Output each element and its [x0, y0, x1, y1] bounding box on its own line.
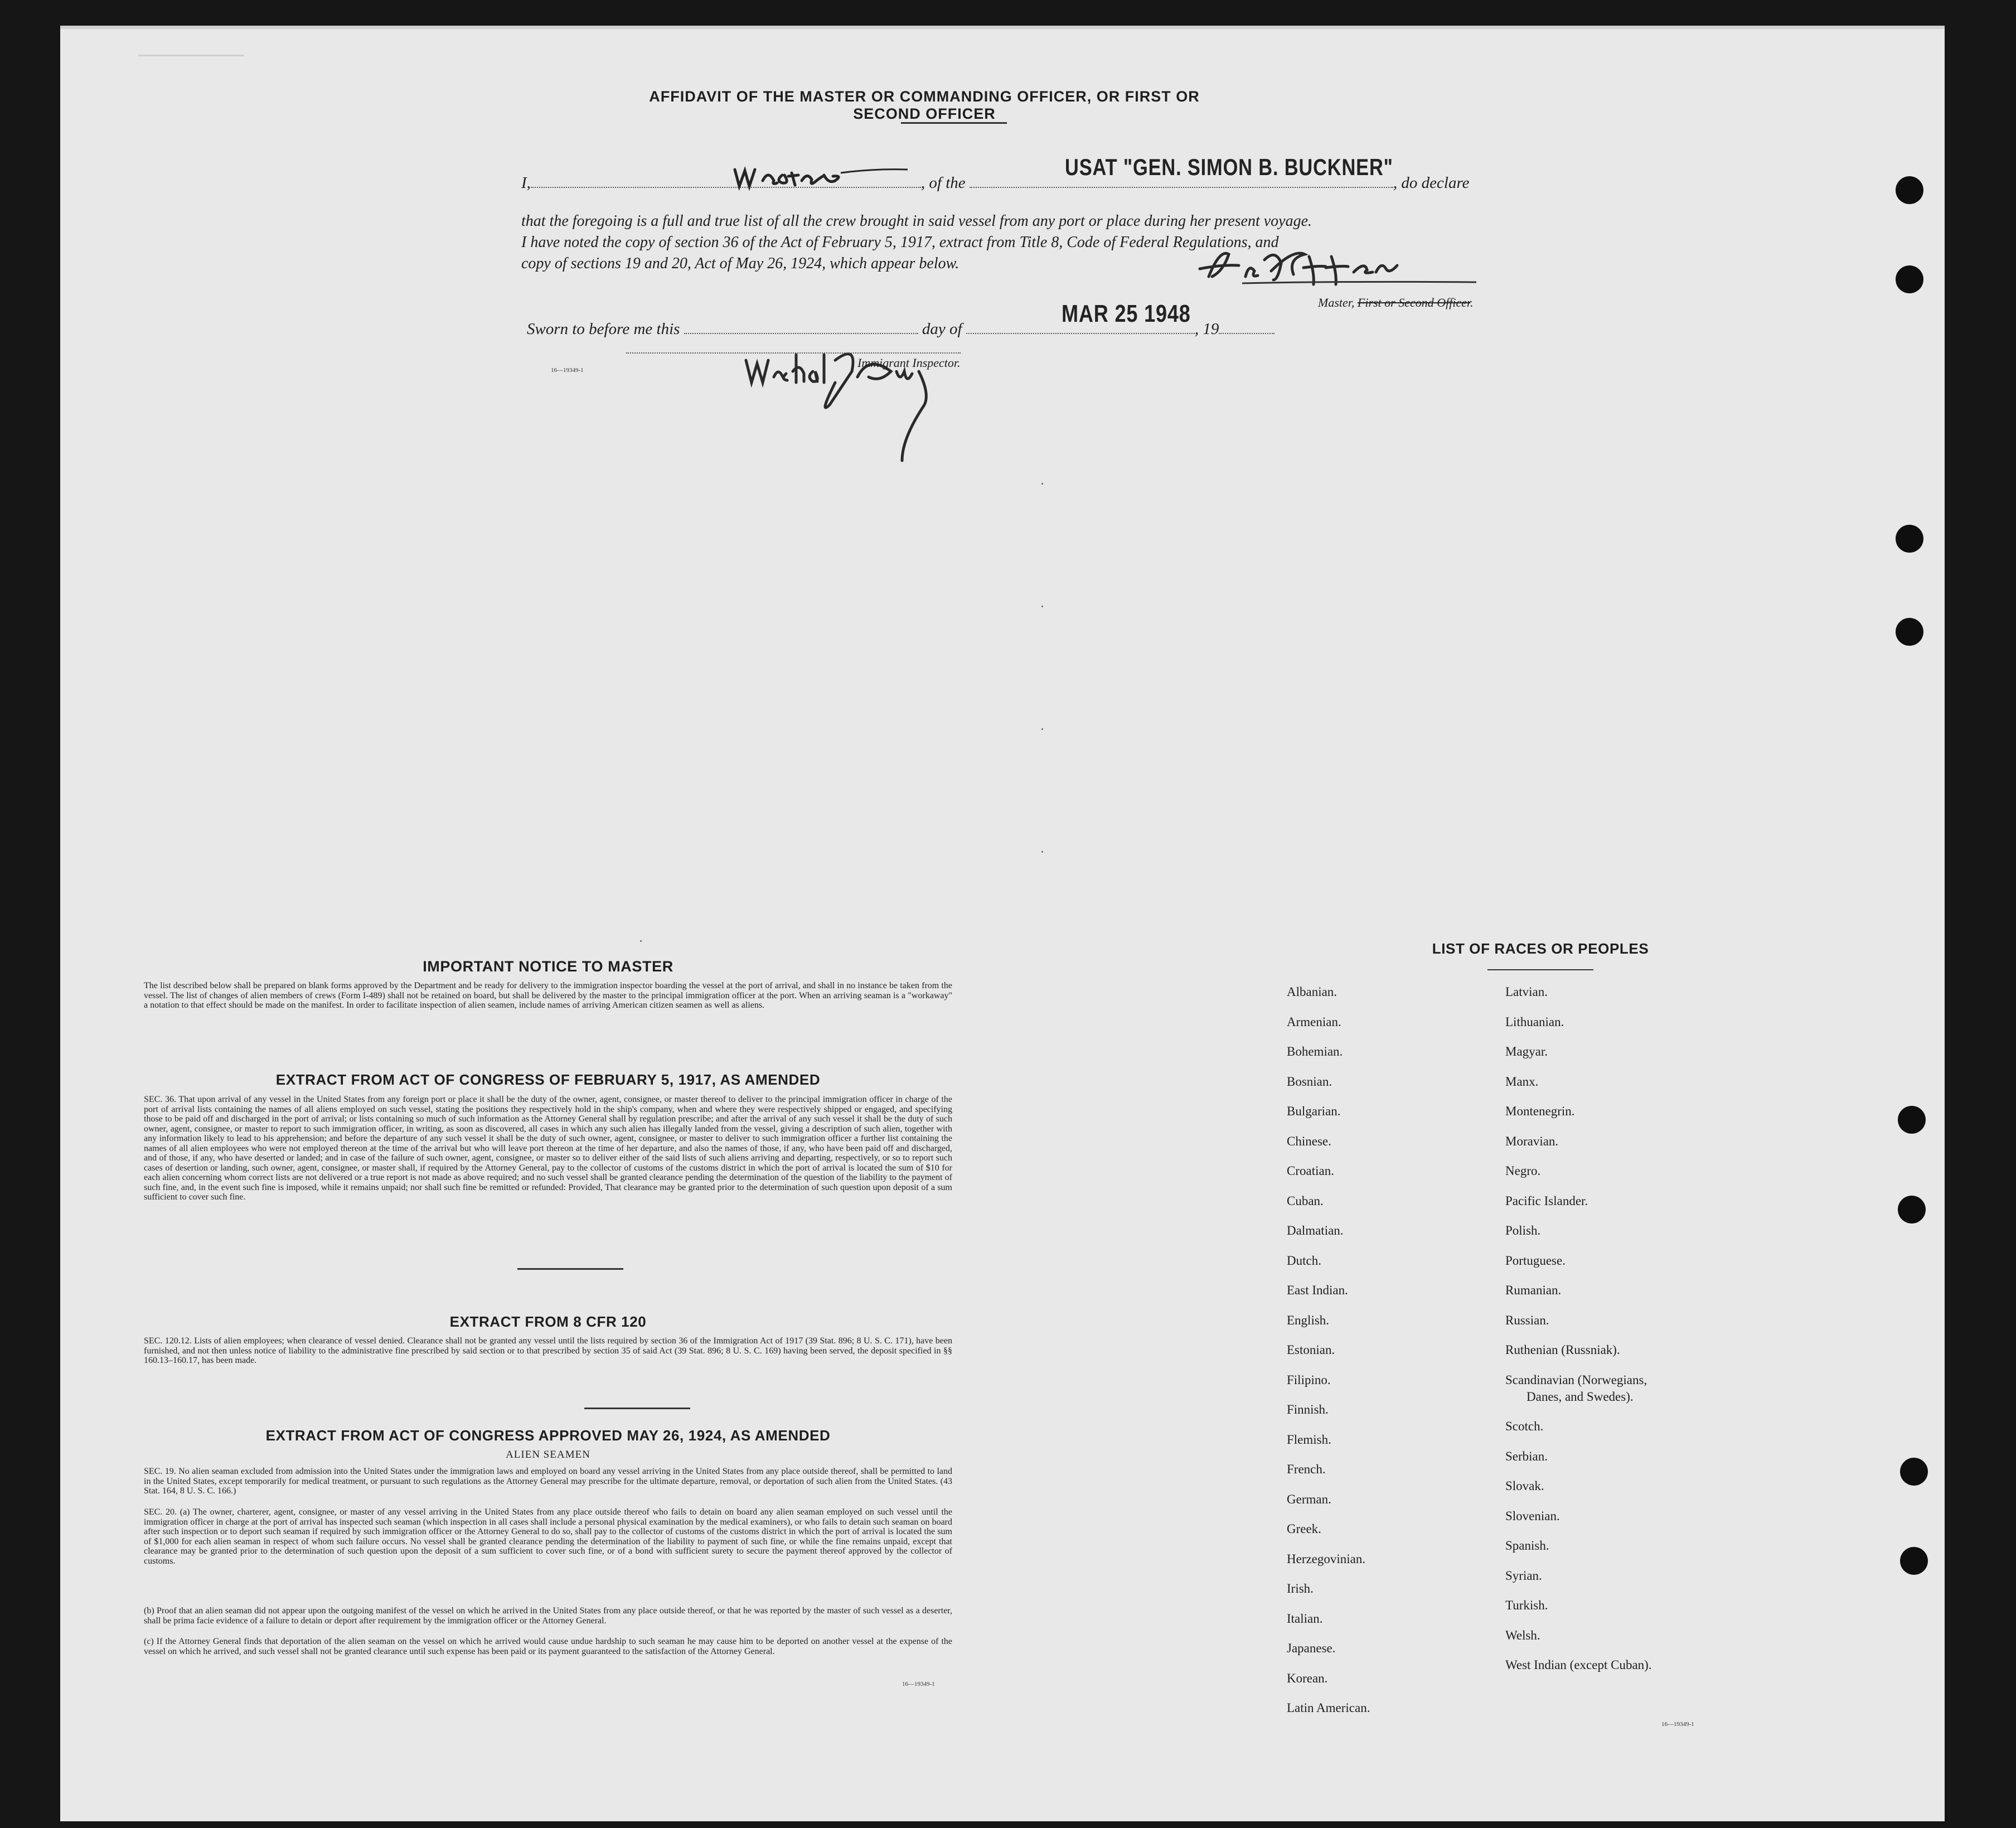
race-item: Bohemian.	[1287, 1044, 1343, 1058]
race-item: Herzegovinian.	[1287, 1551, 1366, 1566]
punch-hole	[1896, 265, 1923, 293]
punch-hole	[1896, 176, 1923, 204]
races-title: LIST OF RACES OR PEOPLES	[1432, 940, 1649, 957]
extract-1917-title: EXTRACT FROM ACT OF CONGRESS OF FEBRUARY 5, 1917, AS AMENDED	[275, 1071, 821, 1088]
year-label: , 19	[1194, 320, 1219, 338]
punch-hole	[1900, 1547, 1928, 1575]
date-stamp: MAR 25 1948	[1062, 300, 1191, 327]
sec-20c-text: (c) If the Attorney General finds that deportation of the alien seaman on the vessel on which he arrived would cause undue hardship to such seaman he may cause him to be deported on another vessel at the expense of the vessel on which he arrived, and such vessel shall not be granted clearance until such expense has been paid or its payment guaranteed to the satisfaction of the Attorney General.	[144, 1637, 952, 1656]
sec-20a-text: SEC. 20. (a) The owner, charterer, agent, consignee, or master of any vessel arriving in the United States from any place outside thereof who fails to detain on board any alien seaman employed on such vessel until the immigration officer in charge at the port of arrival has inspected such seaman (which inspection in all cases shall include a personal physical examination by the medical examiners), or who fails to detain such seaman on board after such inspection or to deport such seaman if required by such immigration officer or the Attorney General to do so, shall pay to the collector of customs of the customs district in which the port of arrival is located the sum of $1,000 for each alien seaman in respect of whom such failure occurs. No vessel shall be granted clearance pending the determination of the liability to payment of such fine, or while the fine remains unpaid, except that clearance may be granted prior to the determination of such question upon the deposit of a sum sufficient to cover such fine, or of a bond with sufficient surety to secure the payment thereof approved by the collector of customs.	[144, 1507, 952, 1566]
form-number: 16—19349-1	[551, 367, 584, 374]
race-item: Scotch.	[1505, 1419, 1544, 1433]
race-item: Bulgarian.	[1287, 1104, 1341, 1118]
divider	[901, 122, 1007, 124]
inspector-label: Immigrant Inspector.	[857, 356, 961, 370]
race-item: Greek.	[1287, 1522, 1321, 1536]
race-item: Estonian.	[1287, 1343, 1335, 1357]
sec-19-text: SEC. 19. No alien seaman excluded from admission into the United States under the immigration laws and employed on board any vessel arriving in the United States from any place outside thereof, shall be permitted to land in the United States, except temporarily for medical treatment, or pursuant to such regulations as the Attorney General may prescribe for the ultimate departure, removal, or deportation of such alien from the United States. (43 Stat. 164, 8 U. S. C. 166.)	[144, 1467, 952, 1496]
punch-hole	[1900, 1458, 1928, 1486]
race-item: Russian.	[1505, 1313, 1549, 1327]
extract-1924-title: EXTRACT FROM ACT OF CONGRESS APPROVED MAY 26, 1924, AS AMENDED	[265, 1427, 831, 1444]
race-item: English.	[1287, 1313, 1330, 1327]
race-item: Bosnian.	[1287, 1074, 1332, 1089]
race-item: Dalmatian.	[1287, 1223, 1344, 1237]
race-item: Latvian.	[1505, 985, 1548, 999]
race-item: Lithuanian.	[1505, 1014, 1564, 1029]
inspector-signature-line	[626, 352, 961, 354]
form-number: 16—19349-1	[1661, 1721, 1694, 1728]
dot-mark	[640, 940, 642, 942]
race-item: Montenegrin.	[1505, 1104, 1575, 1118]
declaration-line-2: that the foregoing is a full and true list of all the crew brought in said vessel from any port or place during her present voyage.	[521, 212, 1312, 230]
affidavit-title: AFFIDAVIT OF THE MASTER OR COMMANDING OFFICER, OR FIRST OR SECOND OFFICER	[649, 88, 1200, 122]
vessel-name-stamp: USAT "GEN. SIMON B. BUCKNER"	[1065, 154, 1393, 180]
officer-signature	[1192, 243, 1482, 293]
dot-mark	[1041, 483, 1043, 485]
officer-label: Master, First or Second Officer.	[1318, 296, 1474, 309]
race-item: Turkish.	[1505, 1598, 1548, 1612]
divider	[517, 1268, 623, 1270]
punch-hole	[1896, 618, 1923, 646]
race-item: Syrian.	[1505, 1568, 1542, 1583]
race-item: Serbian.	[1505, 1449, 1548, 1463]
form-number: 16—19349-1	[902, 1681, 935, 1687]
punch-hole	[1898, 1106, 1926, 1134]
cfr-text: SEC. 120.12. Lists of alien employees; when clearance of vessel denied. Clearance shall not be granted any vessel until the lists required by section 36 of the Immigration Act of 1917 (39 Stat. 896; 8 U. S. C. 171), have been furnished, and not then unless notice of liability to the administrative fine prescribed by said section or to that prescribed by section 35 of said Act (39 Stat. 896; 8 U. S. C. 169) having been served, the deposit specified in §§ 160.13–160.17, has been made.	[144, 1336, 952, 1365]
divider	[1487, 969, 1593, 970]
sworn-label: Sworn to before me this	[527, 320, 680, 338]
dot-mark	[1041, 851, 1043, 853]
label-do-declare: , do declare	[1393, 174, 1470, 192]
sec-20b-text: (b) Proof that an alien seaman did not appear upon the outgoing manifest of the vessel on which he arrived in the United States from any place outside thereof, or that he was reported by the master of such vessel as a deserter, shall be prima facie evidence of a failure to detain or deport after requirement by the immigration officer or the Attorney General.	[144, 1606, 952, 1626]
notice-title: IMPORTANT NOTICE TO MASTER	[423, 958, 673, 975]
race-item: Negro.	[1505, 1164, 1541, 1178]
handwritten-master-signature	[729, 153, 963, 192]
label-of-the: , of the	[920, 174, 966, 192]
race-item: Polish.	[1505, 1223, 1541, 1237]
race-item: Slovak.	[1505, 1479, 1544, 1493]
divider	[584, 1408, 690, 1409]
race-item: Finnish.	[1287, 1403, 1329, 1416]
race-item: Filipino.	[1287, 1372, 1331, 1387]
dot-mark	[1041, 728, 1043, 730]
race-item: Magyar.	[1505, 1044, 1548, 1058]
race-item: Danes, and Swedes).	[1526, 1389, 1634, 1404]
day-of-label: day of	[922, 320, 962, 338]
race-item: Slovenian.	[1505, 1508, 1560, 1523]
race-item: Armenian.	[1287, 1014, 1341, 1029]
notice-text: The list described below shall be prepared on blank forms approved by the Department and be ready for delivery to the immigration inspector boarding the vessel at the port of arrival, and shall in no instance be taken from the vessel. The list of changes of alien members of crews (Form I-489) shall not be retained on board, but shall be delivered by the master to the principal immigration officer at the port. When an arriving seaman is a "workaway" a notation to that effect should be made on the manifest. In order to facilitate inspection of alien seamen, include names of arriving American citizen seamen as well as aliens.	[144, 981, 952, 1010]
race-item: Ruthenian (Russniak).	[1505, 1343, 1620, 1357]
race-item: Spanish.	[1505, 1539, 1549, 1553]
race-item: Portuguese.	[1505, 1253, 1566, 1268]
race-item: East Indian.	[1287, 1283, 1348, 1297]
label-i: I,	[521, 174, 531, 192]
race-item: French.	[1287, 1462, 1326, 1476]
race-item: Cuban.	[1287, 1193, 1324, 1208]
race-item: Italian.	[1287, 1611, 1323, 1626]
race-item: Latin American.	[1287, 1701, 1370, 1715]
race-item: Scandinavian (Norwegians,	[1505, 1372, 1647, 1387]
punch-hole	[1898, 1196, 1926, 1223]
race-item: Chinese.	[1287, 1134, 1331, 1148]
dot-mark	[1041, 606, 1043, 607]
race-item: Rumanian.	[1505, 1283, 1562, 1297]
race-item: Pacific Islander.	[1505, 1193, 1588, 1208]
alien-seamen-subtitle: ALIEN SEAMEN	[506, 1449, 590, 1461]
document-page	[60, 26, 1945, 1821]
race-item: Albanian.	[1287, 985, 1337, 999]
cfr-title: EXTRACT FROM 8 CFR 120	[449, 1313, 647, 1330]
race-item: Japanese.	[1287, 1641, 1336, 1655]
race-item: Croatian.	[1287, 1164, 1334, 1178]
race-item: Dutch.	[1287, 1253, 1321, 1268]
declaration-line-3: I have noted the copy of section 36 of the Act of February 5, 1917, extract from Title 8, Code of Federal Regulations, and	[521, 234, 1279, 251]
race-item: Korean.	[1287, 1671, 1328, 1685]
race-item: Moravian.	[1505, 1134, 1559, 1148]
race-item: Manx.	[1505, 1074, 1539, 1089]
race-item: German.	[1287, 1492, 1331, 1506]
race-item: Welsh.	[1505, 1628, 1540, 1642]
race-item: Flemish.	[1287, 1432, 1331, 1447]
declaration-line-4: copy of sections 19 and 20, Act of May 26, 1924, which appear below.	[521, 255, 959, 272]
race-item: West Indian (except Cuban).	[1505, 1658, 1652, 1672]
punch-hole	[1896, 525, 1923, 553]
extract-1917-text: SEC. 36. That upon arrival of any vessel in the United States from any foreign port or place it shall be the duty of the owner, agent, consignee, or master thereof to deliver to the principal immigration officer in charge of the port of arrival lists containing the names of all aliens employed on such vessel, stating the positions they respectively hold in the ship's company, when and where they were respectively shipped or engaged, and specifying those to be paid off and discharged in the port of arrival; or lists containing so much of such information as the Attorney General shall by regulation prescribe; and after the arrival of any such vessel it shall be the duty of such owner, agent, consignee, or master to report to such immigration officer, in writing, as soon as discovered, all cases in which any such alien has illegally landed from the vessel, giving a description of such alien, together with any information likely to lead to his apprehension; and before the departure of any such vessel it shall be the duty of such owner, agent, consignee, or master to deliver to such immigration officer a further list containing the names of all alien employees who were not employed thereon at the time of the arrival but who will leave port thereon at the time of her departure, and also the names of those, if any, who have been paid off and discharged, and of those, if any, who have deserted or landed; and in case of the failure of such owner, agent, consignee, or master so to deliver either of the said lists of such aliens arriving and departing, respectively, or so to report such cases of desertion or landing, such owner, agent, consignee, or master shall, if required by the Attorney General, pay to the collector of customs of the customs district in which the port of arrival is located the sum of $10 for each alien concerning whom correct lists are not delivered or a true report is not made as above required; and no such vessel shall be granted clearance pending the determination of the question of the liability to the payment of such fine, and, in the event such fine is imposed, while it remains unpaid; nor shall such fine be remitted or refunded: Provided, That clearance may be granted prior to the determination of such question upon deposit of a sum sufficient to cover such fine.	[144, 1095, 952, 1202]
race-item: Irish.	[1287, 1582, 1314, 1595]
header-tab-mark	[138, 55, 244, 63]
